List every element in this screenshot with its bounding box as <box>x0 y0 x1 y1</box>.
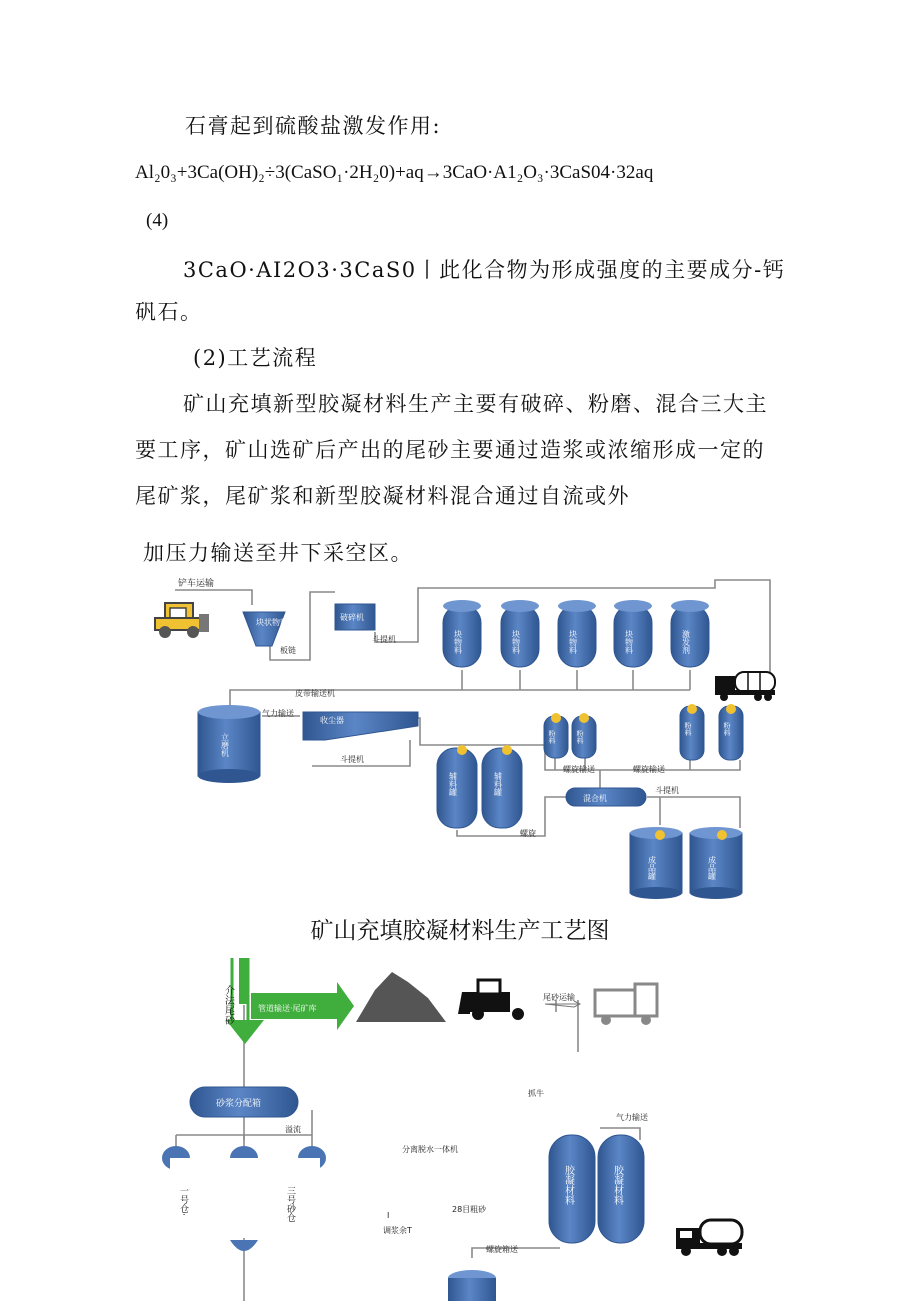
label-distributor: 砂浆分配箱 <box>216 1099 262 1109</box>
paragraph-ettringite-2: 矾石。 <box>135 300 203 324</box>
label-powder-3: 粉料 <box>684 722 692 736</box>
tanker-truck-icon <box>715 672 775 701</box>
label-silo-4: 块物料 <box>624 630 634 654</box>
label-bucket-elevator-2: 斗提机 <box>340 755 364 764</box>
label-screw-2: 螺旋输送 <box>633 765 665 774</box>
paragraph-process-3: 尾矿浆，尾矿浆和新型胶凝材料混合通过自流或外 <box>135 484 630 508</box>
label-screw-conveyor: 螺旋箱送 <box>486 1245 518 1254</box>
label-pipe-transport: 管道输送·尾矿库 <box>258 1004 317 1013</box>
label-silo-2: 块物料 <box>511 630 521 654</box>
label-powder-4: 粉料 <box>723 722 731 736</box>
label-slurry-mark: I <box>387 1211 390 1220</box>
label-pneumatic-1: 气力输送 <box>262 709 294 718</box>
section-heading-process: (2)工艺流程 <box>193 346 318 370</box>
tailings-pile-icon <box>356 972 446 1022</box>
label-grab: 抓牛 <box>528 1089 544 1098</box>
label-overflow: 溢流 <box>285 1125 301 1134</box>
label-silo-3: 块物料 <box>568 630 578 654</box>
label-screw-1: 螺旋输送 <box>563 765 595 774</box>
label-bin-3: 三号砂仓 <box>285 1186 295 1222</box>
label-product-2: 成品罐 <box>707 856 717 880</box>
label-pneumatic-2: 气力输送 <box>616 1113 648 1122</box>
label-separator: 分离脱水一体机 <box>402 1145 458 1154</box>
paragraph-gypsum: 石膏起到硫酸盐激发作用: <box>185 114 442 138</box>
label-coarse-sand: 28目粗砂 <box>452 1205 487 1214</box>
label-product-1: 成品罐 <box>647 856 657 880</box>
loader-icon-2 <box>458 980 524 1020</box>
paragraph-process-2: 要工序，矿山选矿后产出的尾砂主要通过造浆或浓缩形成一定的 <box>135 438 765 462</box>
figure-caption: 矿山充填胶凝材料生产工艺图 <box>310 918 610 944</box>
equation-number: (4) <box>146 210 169 231</box>
paragraph-ettringite-1: 3CaO·AI2O3·3CaS0丨此化合物为形成强度的主要成分-钙 <box>183 258 786 282</box>
label-screw-3: 螺旋 <box>520 829 536 838</box>
label-aux-tank-1: 辅料罐 <box>448 772 458 796</box>
label-powder-1: 粉料 <box>548 730 556 744</box>
label-bucket-elevator-3: 斗提机 <box>655 786 679 795</box>
label-bucket-elevator-1: 斗提机 <box>372 635 396 644</box>
label-tailings-transport: 尾砂运输 <box>543 993 575 1002</box>
label-belt-conveyor: 皮带输送机 <box>295 689 335 698</box>
dump-truck-icon <box>595 984 657 1025</box>
chemical-formula: Al₂0₃+3Ca(OH)₂÷3(CaSO₁·2H₂0)+aq→3CaO·A1₂O₃·3CaS04·32aq <box>135 162 654 183</box>
label-loader-transport: 铲车运输 <box>178 579 215 589</box>
cone-bin-icon <box>230 1240 258 1251</box>
label-binder-2: 胶凝材料 <box>611 1165 623 1205</box>
label-powder-2: 粉料 <box>576 730 584 744</box>
label-aux-tank-2: 辅料罐 <box>493 772 503 796</box>
paragraph-process-1: 矿山充填新型胶凝材料生产主要有破碎、粉磨、混合三大主 <box>183 392 768 416</box>
label-dust-collector: 收尘器 <box>320 716 344 725</box>
label-block-material: 块状物料 <box>256 618 288 627</box>
label-activator: 激发剂 <box>681 630 691 654</box>
label-crusher: 破碎机 <box>340 613 364 622</box>
label-slurry: 调浆余T <box>383 1226 412 1235</box>
loader-truck-icon <box>155 603 209 638</box>
label-tailings-in: 介法尾砂 <box>222 985 234 1025</box>
label-plate-chain: 板链 <box>280 646 296 655</box>
label-binder-1: 胶凝材料 <box>562 1165 574 1205</box>
paragraph-process-4: 加压力输送至井下采空区。 <box>143 541 413 565</box>
label-mixer: 混合机 <box>583 794 607 803</box>
label-silo-1: 块物料 <box>453 630 463 654</box>
label-mill: 立磨机 <box>220 733 230 757</box>
powder-tanks <box>544 704 743 760</box>
label-bin-1: 一号仓· <box>178 1186 188 1216</box>
tanker-truck-icon-2 <box>676 1220 742 1256</box>
